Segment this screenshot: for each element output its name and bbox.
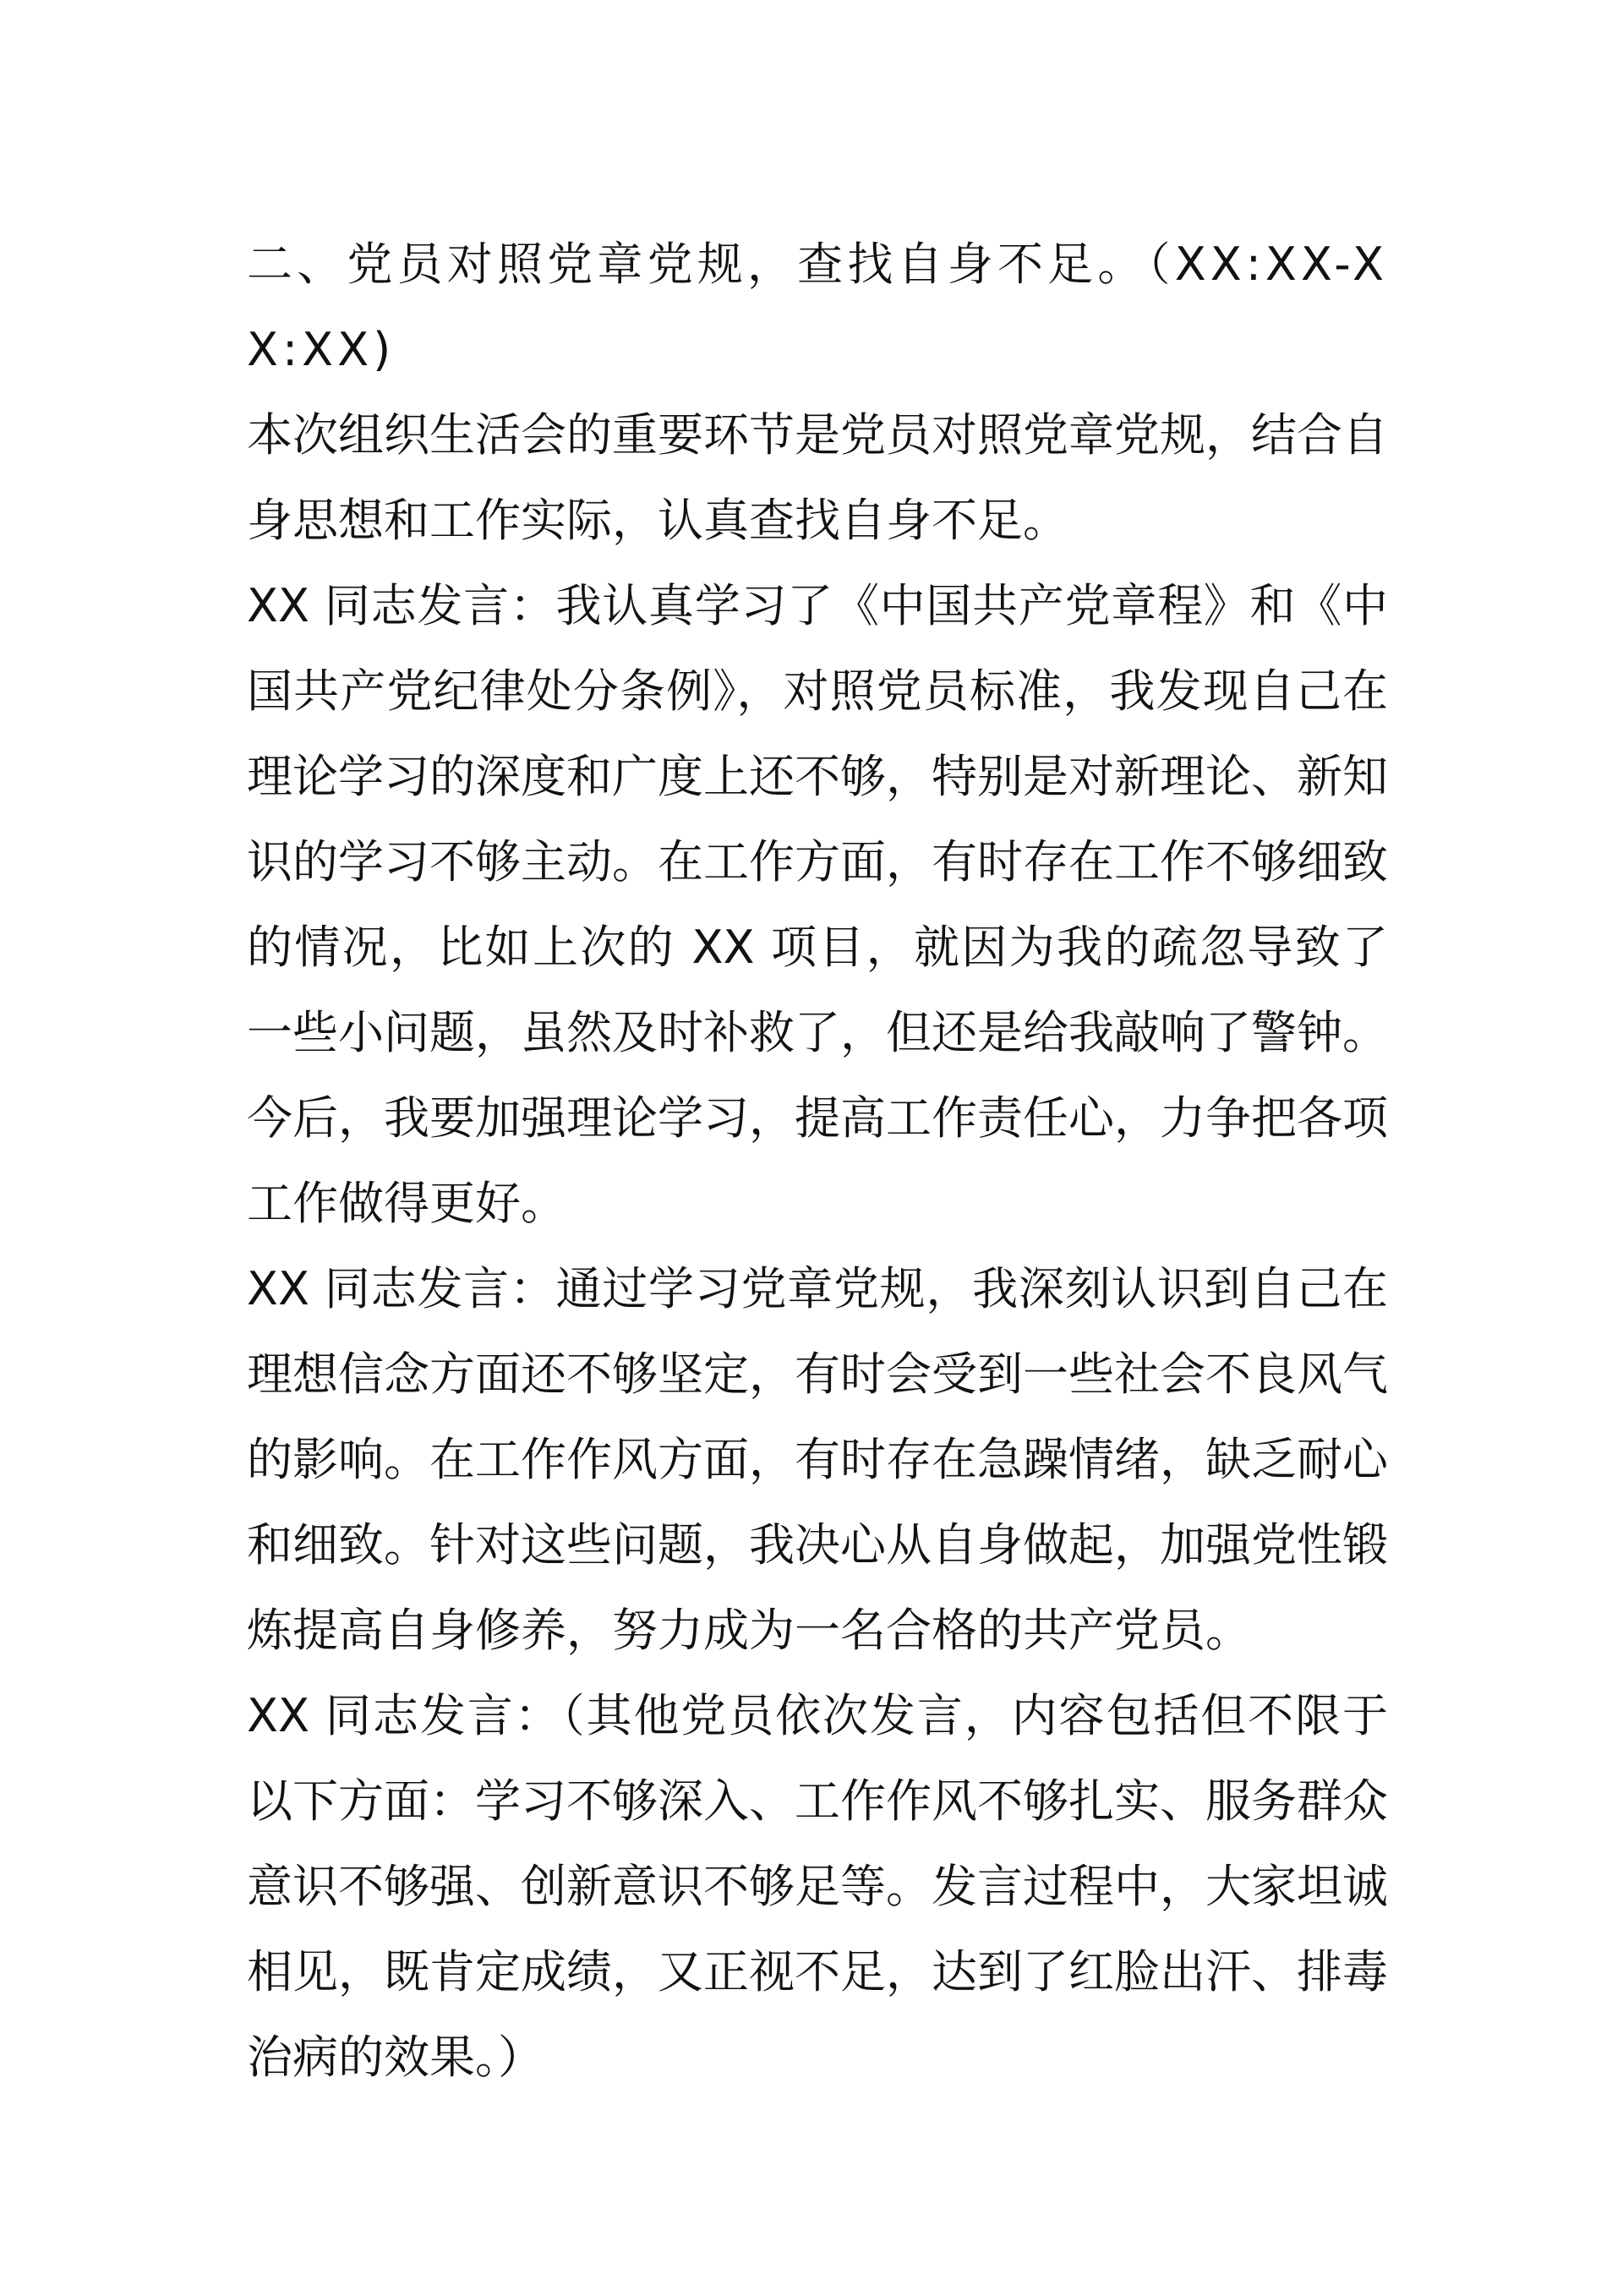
section-heading: 二、党员对照党章党规，查找自身不足。（XX:XX-XX:XX)	[247, 238, 1388, 376]
speech-paragraph-3: XX 同志发言：（其他党员依次发言，内容包括但不限于以下方面：学习不够深入、工作作风不够扎实、服务群众意识不够强、创新意识不够足等。发言过程中，大家坦诚相见，既肯定成绩，又正视不足，达到了红脸出汗、排毒治病的效果。）	[247, 1689, 1388, 2084]
speech-paragraph-2: XX 同志发言：通过学习党章党规，我深刻认识到自己在理想信念方面还不够坚定，有时会受到一些社会不良风气的影响。在工作作风方面，有时存在急躁情绪，缺乏耐心和细致。针对这些问题，我决心从自身做起，加强党性锻炼提高自身修养，努力成为一名合格的共产党员。	[247, 1262, 1388, 1657]
document-body	[247, 221, 1388, 2100]
speech-paragraph-1: XX 同志发言：我认真学习了《中国共产党章程》和《中国共产党纪律处分条例》，对照党员标准，我发现自己在理论学习的深度和广度上还不够，特别是对新理论、新知识的学习不够主动。在工作方面，有时存在工作不够细致的情况，比如上次的 XX 项目，就因为我的疏忽导致了一些小问题，虽然及时补救了，但还是给我敲响了警钟。今后，我要加强理论学习，提高工作责任心，力争把各项工作做得更好。	[247, 579, 1388, 1230]
intro-paragraph: 本次组织生活会的重要环节是党员对照党章党规，结合自身思想和工作实际，认真查找自身不足。	[247, 408, 1388, 547]
